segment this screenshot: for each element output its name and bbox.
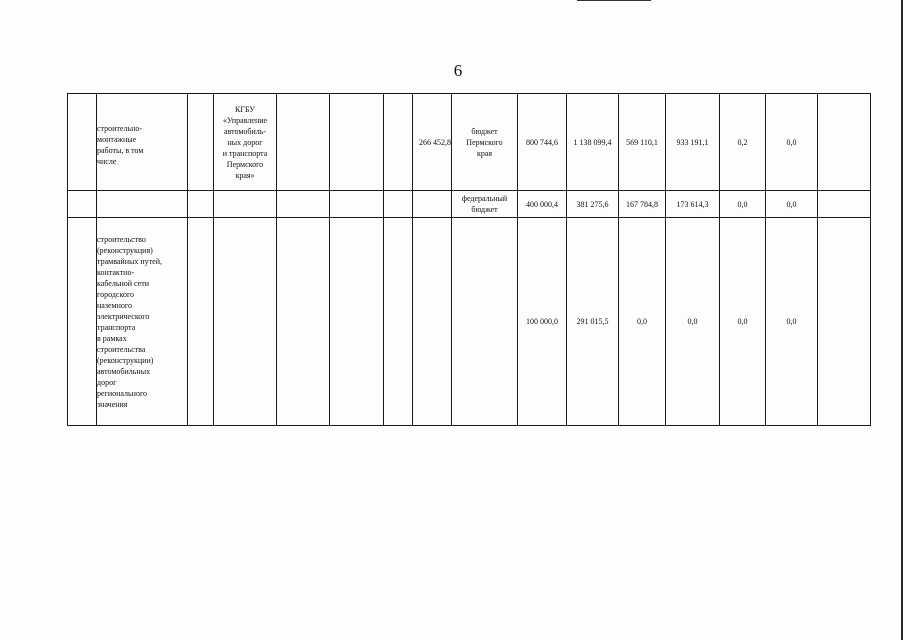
page-number: 6: [453, 61, 463, 80]
table-cell-empty: [277, 191, 330, 218]
table-cell-empty: [818, 94, 871, 191]
table-cell-value: 0,2: [720, 94, 766, 191]
table-cell-value: 1 138 099,4: [567, 94, 619, 191]
table-cell-value: 0,0: [720, 218, 766, 426]
table-cell-value: 100 000,0: [518, 218, 567, 426]
table-cell-name: строительство (реконструкция) трамвайных путей, контактно- кабельной сети городского наземного электрического транспорта в рамках строительства (реконструкции) автомобильных дорог регионального значения: [97, 218, 188, 426]
table-cell-value: 933 191,1: [666, 94, 720, 191]
scan-mark: [577, 0, 651, 1]
table-cell-funding-source: бюджет Пермского края: [452, 94, 518, 191]
table-cell-organization: [214, 191, 277, 218]
budget-table: [67, 93, 871, 426]
table-cell-total: 266 452,8: [413, 94, 452, 191]
table-cell-value: 800 744,6: [518, 94, 567, 191]
table-cell-empty: [384, 94, 413, 191]
table-cell-value: 167 784,8: [619, 191, 666, 218]
table-cell-empty: [188, 191, 214, 218]
table-cell-value: 0,0: [720, 191, 766, 218]
table-cell-empty: [384, 191, 413, 218]
table-cell-funding-source: [452, 218, 518, 426]
table-cell-name: строительно- монтажные работы, в том числе: [97, 94, 188, 191]
table-cell-empty: [188, 218, 214, 426]
table-cell-organization: [214, 218, 277, 426]
table-cell-index: [68, 94, 97, 191]
table-cell-name: [97, 191, 188, 218]
table-cell-empty: [188, 94, 214, 191]
table-row: [68, 218, 871, 426]
table-cell-empty: [330, 218, 384, 426]
table-cell-value: 400 000,4: [518, 191, 567, 218]
table-cell-index: [68, 191, 97, 218]
table-cell-value: 569 110,1: [619, 94, 666, 191]
table-cell-value: 0,0: [619, 218, 666, 426]
table-cell-empty: [818, 218, 871, 426]
table-cell-empty: [277, 218, 330, 426]
table-cell-funding-source: федеральный бюджет: [452, 191, 518, 218]
table-cell-value: 291 015,5: [567, 218, 619, 426]
table-cell-value: 0,0: [666, 218, 720, 426]
table-row: [68, 191, 871, 218]
table-cell-empty: [277, 94, 330, 191]
table-cell-total: [413, 218, 452, 426]
table-cell-empty: [330, 94, 384, 191]
table-cell-index: [68, 218, 97, 426]
table-cell-total: [413, 191, 452, 218]
table-row: [68, 94, 871, 191]
table-cell-value: 381 275,6: [567, 191, 619, 218]
scan-edge: [901, 0, 903, 640]
table-cell-organization: КГБУ «Управление автомобиль- ных дорог и транспорта Пермского края»: [214, 94, 277, 191]
table-cell-value: 0,0: [766, 191, 818, 218]
table-cell-empty: [818, 191, 871, 218]
table-cell-empty: [384, 218, 413, 426]
table-cell-value: 0,0: [766, 94, 818, 191]
table-cell-value: 173 614,3: [666, 191, 720, 218]
table-cell-empty: [330, 191, 384, 218]
table-cell-value: 0,0: [766, 218, 818, 426]
